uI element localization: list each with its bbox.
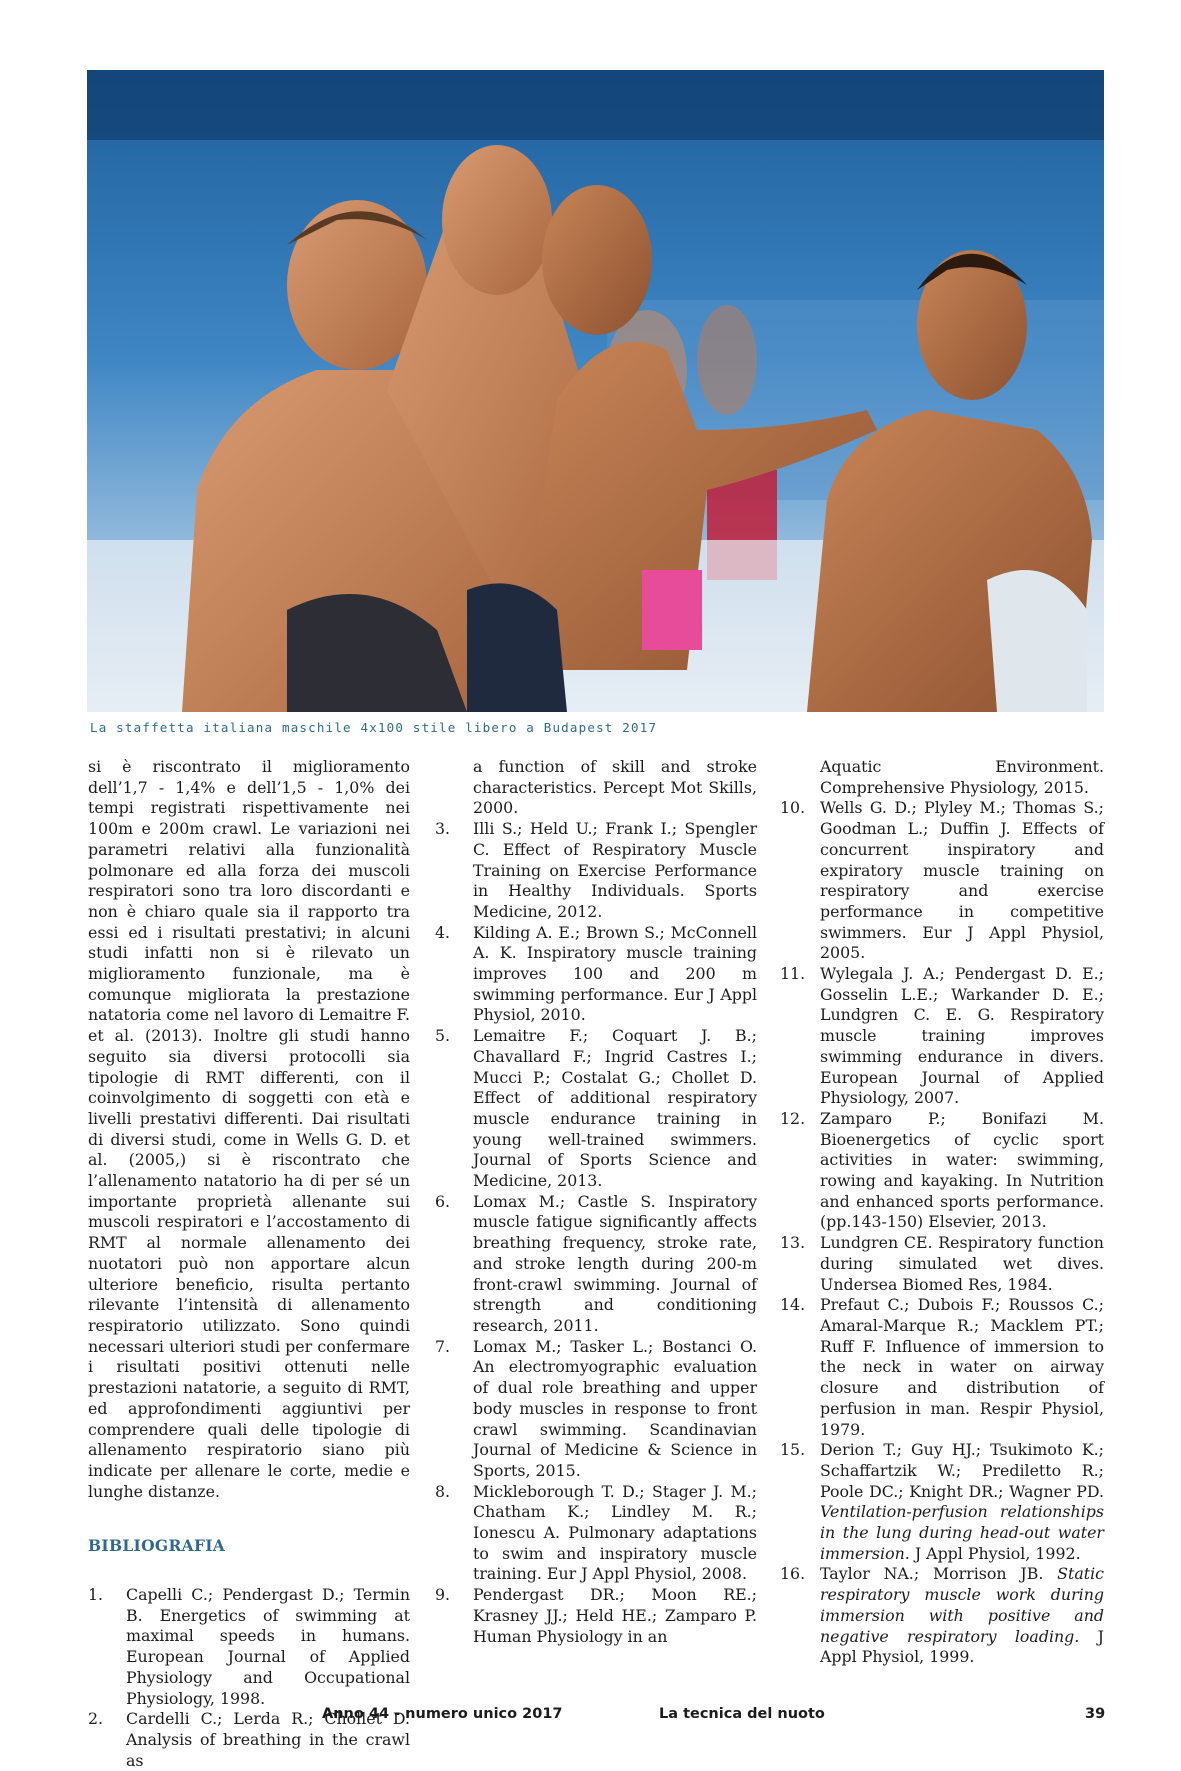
reference-title: Ventilation-perfusion relationships in the lung during head-out water immersion. <box>820 1502 1104 1563</box>
reference-number: 9. <box>435 1585 451 1605</box>
reference-number: 8. <box>435 1481 451 1501</box>
reference-text: Lomax M.; Tasker L.; Bostanci O. An electromyographic evaluation of dual role breathing and upper body muscles in response to front crawl swimming. Scandinavian Journal of Medicine & Science in Sports, 2015. <box>473 1336 757 1480</box>
reference-text: Lemaitre F.; Coquart J. B.; Chavallard F.; Ingrid Castres I.; Mucci P.; Costalat G.; Chollet D. Effect of additional respiratory muscle endurance training in young well-trained swimmers. Journal of Sports Science and Medicine, 2013. <box>473 1026 757 1191</box>
reference-title: Static respiratory muscle work during immersion with positive and negative respiratory loading. <box>820 1564 1104 1646</box>
page-footer <box>0 1706 1181 1730</box>
reference-item <box>435 1585 757 1647</box>
reference-item <box>780 1233 1104 1295</box>
reference-number: 16. <box>780 1564 806 1584</box>
reference-text: Lundgren CE. Respiratory function during simulated wet dives. Undersea Biomed Res, 1984. <box>820 1233 1104 1294</box>
reference-item <box>780 757 1104 798</box>
reference-text <box>820 1440 1104 1564</box>
reference-text: Mickleborough T. D.; Stager J. M.; Chatham K.; Lindley M. R.; Ionescu A. Pulmonary adaptations to swim and inspiratory muscle training. Eur J Appl Physiol, 2008. <box>473 1481 757 1584</box>
column-3 <box>780 757 1104 1668</box>
reference-number: 6. <box>435 1191 451 1211</box>
swimmers-photo <box>87 70 1104 712</box>
reference-continuation: a function of skill and stroke characteristics. Percept Mot Skills, 2000. <box>473 757 757 818</box>
reference-text: Illi S.; Held U.; Frank I.; Spengler C. Effect of Respiratory Muscle Training on Exercise Performance in Healthy Individuals. Sports Medicine, 2012. <box>473 819 757 921</box>
reference-text: Cardelli C.; Lerda R.; Chollet D. Analysis of breathing in the crawl as <box>126 1709 410 1770</box>
reference-item <box>435 1192 757 1337</box>
column-2 <box>435 757 757 1647</box>
reference-text: Kilding A. E.; Brown S.; McConnell A. K. Inspiratory muscle training improves 100 and 200 m swimming performance. Eur J Appl Physiol, 2010. <box>473 922 757 1025</box>
reference-number: 5. <box>435 1026 451 1046</box>
reference-number: 4. <box>435 922 451 942</box>
reference-number: 1. <box>88 1585 104 1605</box>
bibliography-heading: BIBLIOGRAFIA <box>88 1536 226 1556</box>
reference-text: Capelli C.; Pendergast D.; Termin B. Energetics of swimming at maximal speeds in humans. European Journal of Applied Physiology and Occupational Physiology, 1998. <box>126 1585 410 1708</box>
reference-item <box>435 1482 757 1586</box>
reference-authors: Derion T.; Guy HJ.; Tsukimoto K.; Schaffartzik W.; Prediletto R.; Poole DC.; Knight DR.; Wagner PD. <box>820 1440 1104 1501</box>
reference-number: 10. <box>780 798 806 818</box>
reference-text <box>820 1564 1104 1668</box>
reference-item <box>435 819 757 923</box>
journal-title: La tecnica del nuoto <box>659 1706 825 1722</box>
reference-number: 12. <box>780 1108 806 1128</box>
reference-item <box>88 1585 410 1709</box>
reference-number <box>780 757 820 798</box>
reference-item <box>780 1109 1104 1233</box>
column-1 <box>88 757 410 1771</box>
reference-text: Pendergast DR.; Moon RE.; Krasney JJ.; Held HE.; Zamparo P. Human Physiology in an <box>473 1585 757 1646</box>
reference-authors: Taylor NA.; Morrison JB. <box>820 1564 1044 1584</box>
reference-text: Wells G. D.; Plyley M.; Thomas S.; Goodman L.; Duffin J. Effects of concurrent inspiratory and expiratory muscle training on respiratory and exercise performance in competitive swimmers. Eur J Appl Physiol, 2005. <box>820 798 1104 963</box>
reference-number: 3. <box>435 819 451 839</box>
reference-item <box>780 1295 1104 1440</box>
reference-number: 13. <box>780 1233 806 1253</box>
reference-number: 11. <box>780 964 806 984</box>
reference-number: 2. <box>88 1709 104 1729</box>
reference-number: 7. <box>435 1336 451 1356</box>
body-text: si è riscontrato il miglioramento dell’1,7 - 1,4% e dell’1,5 - 1,0% dei tempi registrati rispettivamente nei 100m e 200m crawl. Le variazioni nei parametri relativi alla funzionalità polmonare ed alla forza dei muscoli respiratori sono tra loro discordanti e non è chiaro quale sia il rapporto tra essi ed i risultati prestativi; in alcuni studi infatti non si è rilevato un miglioramento funzionale, ma è comunque migliorata la prestazione natatoria come nel lavoro di Lemaitre F. et al. (2013). Inoltre gli studi hanno seguito sia diversi protocolli sia tipologie di RMT differenti, con il coinvolgimento di soggetti con età e livelli prestativi differenti. Dai risultati di diversi studi, come in Wells G. D. et al. (2005,) si è riscontrato che l’allenamento natatorio ha di per sé un importante proprietà allenante sui muscoli respiratori e l’accostamento di RMT al normale allenamento dei nuotatori può non apportare alcun ulteriore beneficio, risulta pertanto rilevante l’intensità di allenamento respiratorio utilizzato. Sono quindi necessari ulteriori studi per confermare i risultati positivi ottenuti nelle prestazioni natatorie, a seguito di RMT, ed approfondimenti aggiuntivi per comprendere quali delle tipologie di allenamento respiratorio siano più indicate per allenare le corte, medie e lunghe distanze. <box>88 757 410 1501</box>
reference-text: Prefaut C.; Dubois F.; Roussos C.; Amaral-Marque R.; Macklem PT.; Ruff F. Influence of immersion to the neck in water on airway closure and distribution of perfusion in man. Respir Physiol, 1979. <box>820 1295 1104 1439</box>
reference-item <box>435 1026 757 1192</box>
reference-text: Wylegala J. A.; Pendergast D. E.; Gosselin L.E.; Warkander D. E.; Lundgren C. E. G. Respiratory muscle training improves swimming endurance in divers. European Journal of Applied Physiology, 2007. <box>820 964 1104 1108</box>
reference-number: 15. <box>780 1440 806 1460</box>
reference-text: Zamparo P.; Bonifazi M. Bioenergetics of cyclic sport activities in water: swimming, rowing and kayaking. In Nutrition and enhanced sports performance. (pp.143-150) Elsevier, 2013. <box>820 1108 1104 1232</box>
reference-source: J Appl Physiol, 1992. <box>914 1543 1081 1563</box>
reference-item <box>435 757 757 819</box>
photo-illustration <box>87 70 1104 712</box>
page-number: 39 <box>1085 1706 1106 1722</box>
reference-source: J Appl Physiol, 1999. <box>820 1626 1104 1667</box>
reference-item <box>435 1337 757 1482</box>
reference-text: Lomax M.; Castle S. Inspiratory muscle fatigue significantly affects breathing frequency, stroke rate, and stroke length during 200-m front-crawl swimming. Journal of strength and conditioning research, 2011. <box>473 1191 757 1335</box>
reference-item <box>780 964 1104 1109</box>
reference-continuation: Aquatic Environment. Comprehensive Physiology, 2015. <box>820 757 1104 797</box>
reference-item <box>780 798 1104 964</box>
reference-item <box>780 1440 1104 1564</box>
reference-item <box>780 1564 1104 1668</box>
reference-number: 14. <box>780 1295 806 1315</box>
reference-number <box>435 757 473 819</box>
reference-item <box>435 923 757 1027</box>
issue-label: Anno 44 - numero unico 2017 <box>322 1706 563 1722</box>
photo-caption: La staffetta italiana maschile 4x100 stile libero a Budapest 2017 <box>90 720 658 735</box>
